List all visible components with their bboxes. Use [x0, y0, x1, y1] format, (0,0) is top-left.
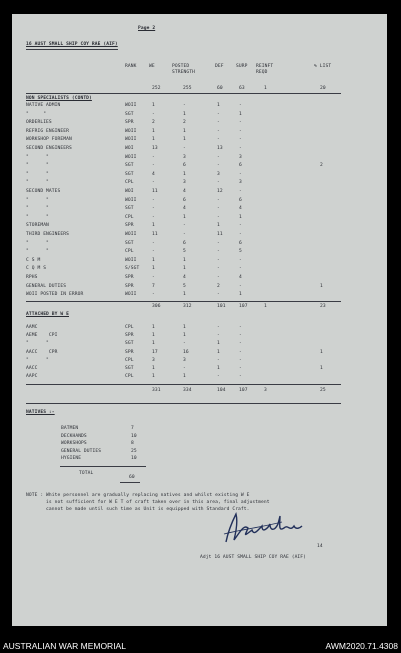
posted-cell: 6 [183, 240, 186, 246]
trade-cell: NATIVE ADMIN [26, 103, 61, 108]
rank-cell: WOII [125, 128, 137, 134]
we-cell: 1 [152, 366, 155, 371]
rank-cell: CPL [125, 214, 134, 220]
divider-top [26, 93, 341, 94]
def-cell: - [217, 257, 220, 263]
posted-cell: 4 [183, 275, 186, 280]
pct-list-cell: 1 [320, 349, 323, 355]
def-cell: 1 [217, 366, 220, 371]
posted-cell: - [183, 146, 186, 151]
we-cell: - [152, 206, 155, 212]
rank-cell: WOII [125, 232, 137, 237]
rank-cell: SPR [125, 283, 134, 289]
def-cell: - [217, 266, 220, 272]
surp-cell: 6 [239, 197, 242, 203]
surp-cell: - [239, 103, 242, 108]
posted-cell: 4 [183, 189, 186, 194]
total-surp: 107 [239, 388, 248, 393]
native-role-label: WORKSHOPS [61, 441, 87, 446]
total-posted: 312 [183, 304, 192, 309]
trade-cell: C S M [26, 257, 41, 263]
rank-cell: SPR [125, 275, 134, 280]
posted-cell: - [183, 103, 186, 108]
def-cell: - [217, 249, 220, 255]
surp-cell: 6 [239, 240, 242, 246]
posted-cell: 2 [183, 120, 186, 126]
def-cell: - [217, 214, 220, 220]
we-cell: 11 [152, 189, 158, 194]
col-header-def: DEF [215, 64, 224, 69]
section-non-specialists: NON SPECIALISTS (CONTD) [26, 96, 92, 101]
col-header-surp: SURP [236, 64, 248, 69]
def-cell: 13 [217, 146, 223, 151]
section-attached: ATTACHED BY W E [26, 312, 69, 317]
note-line: cannot be made until such time as Unit is equipped with Standard Craft. [26, 507, 250, 512]
we-cell: 3 [152, 357, 155, 363]
total-pct: 20 [320, 86, 326, 91]
we-cell: 1 [152, 325, 155, 330]
surp-cell: - [239, 374, 242, 380]
we-cell: - [152, 154, 155, 160]
rank-cell: SGT [125, 163, 134, 169]
surp-cell: 1 [239, 111, 242, 117]
total-we: 252 [152, 86, 161, 91]
rank-cell: CPL [125, 357, 134, 363]
rank-cell: SGT [125, 206, 134, 212]
surp-cell: 1 [239, 214, 242, 220]
surp-cell: - [239, 120, 242, 126]
posted-cell: 1 [183, 292, 186, 298]
footer-bar [0, 637, 401, 653]
col-header-pct-list: % LIST [314, 64, 332, 69]
pct-list-cell: 1 [320, 366, 323, 371]
we-cell: - [152, 240, 155, 246]
posted-cell: 6 [183, 163, 186, 169]
surp-cell: - [239, 325, 242, 330]
col-header-we: WE [149, 64, 155, 69]
trade-cell: ORDERLIES [26, 120, 52, 126]
pct-list-cell: 1 [320, 283, 323, 289]
we-cell: 1 [152, 341, 155, 347]
def-cell: - [217, 357, 220, 363]
we-cell: - [152, 292, 155, 298]
handwritten-signature [218, 510, 308, 552]
total-we: 306 [152, 304, 161, 309]
def-cell: - [217, 180, 220, 186]
total-def: 101 [217, 304, 226, 309]
surp-cell: 4 [239, 206, 242, 212]
we-cell: - [152, 163, 155, 169]
rank-cell: WOII [125, 154, 137, 160]
posted-cell: 1 [183, 325, 186, 330]
def-cell: - [217, 275, 220, 280]
col-header-rank: RANK [125, 64, 137, 69]
def-cell: 11 [217, 232, 223, 237]
rank-cell: SPR [125, 333, 134, 339]
posted-cell: 16 [183, 349, 189, 355]
posted-cell: - [183, 232, 186, 237]
trade-cell: WORKSHOP FOREMAN [26, 137, 72, 143]
rank-cell: WOI [125, 146, 134, 151]
we-cell: 1 [152, 374, 155, 380]
trade-cell: STOREMAN [26, 223, 49, 229]
surp-cell: - [239, 232, 242, 237]
natives-divider [60, 466, 146, 467]
we-cell: 4 [152, 171, 155, 177]
trade-cell: SECOND MATES [26, 189, 61, 194]
total-surp: 63 [239, 86, 245, 91]
we-cell: - [152, 180, 155, 186]
trade-cell: " " [26, 206, 49, 212]
posted-cell: 1 [183, 111, 186, 117]
trade-cell: " " [26, 180, 49, 186]
footer-institution: AUSTRALIAN WAR MEMORIAL [3, 641, 126, 651]
divider-subtotal-a [26, 301, 341, 302]
trade-cell: " " [26, 341, 49, 347]
trade-cell: AAPC [26, 374, 38, 380]
we-cell: 1 [152, 223, 155, 229]
def-cell: 1 [217, 103, 220, 108]
posted-cell: - [183, 366, 186, 371]
rank-cell: WOII [125, 137, 137, 143]
natives-heading: NATIVES :- [26, 410, 55, 415]
we-cell: 17 [152, 349, 158, 355]
we-cell: - [152, 249, 155, 255]
surp-cell: - [239, 223, 242, 229]
total-we: 331 [152, 388, 161, 393]
surp-cell: - [239, 257, 242, 263]
trade-cell: REFRIG ENGINEER [26, 128, 69, 134]
def-cell: - [217, 128, 220, 134]
col-header-posted: POSTED STRENGTH [172, 64, 195, 75]
title-underline [26, 49, 118, 50]
def-cell: 1 [217, 223, 220, 229]
document-page [12, 14, 387, 626]
trade-cell: RPHS [26, 275, 38, 280]
def-cell: - [217, 197, 220, 203]
surp-cell: 6 [239, 163, 242, 169]
surp-cell: - [239, 366, 242, 371]
total-reinft: 1 [264, 304, 267, 309]
we-cell: 11 [152, 232, 158, 237]
total-reinft: 3 [264, 388, 267, 393]
posted-cell: 5 [183, 283, 186, 289]
total-reinft: 1 [264, 86, 267, 91]
def-cell: - [217, 325, 220, 330]
surp-cell: - [239, 341, 242, 347]
def-cell: 2 [217, 283, 220, 289]
surp-cell: - [239, 333, 242, 339]
rank-cell: S/SGT [125, 266, 140, 272]
posted-cell: 1 [183, 137, 186, 143]
total-def: 60 [217, 86, 223, 91]
rank-cell: WOII [125, 103, 137, 108]
we-cell: 1 [152, 333, 155, 339]
trade-cell: " " [26, 163, 49, 169]
unit-title: 16 AUST SMALL SHIP COY RAE (AIF) [26, 42, 118, 47]
trade-cell: WOII POSTED IN ERROR [26, 292, 84, 298]
we-cell: 1 [152, 128, 155, 134]
posted-cell: 1 [183, 171, 186, 177]
trade-cell: " " [26, 111, 47, 117]
trade-cell: " " [26, 197, 49, 203]
native-role-count: 25 [131, 448, 137, 454]
we-cell: - [152, 197, 155, 203]
surp-cell: 3 [239, 180, 242, 186]
posted-cell: - [183, 341, 186, 347]
rank-cell: CPL [125, 374, 134, 380]
trade-cell: SECOND ENGINEERS [26, 146, 72, 151]
we-cell: 1 [152, 137, 155, 143]
signature-block: Adjt 16 AUST SMALL SHIP COY RAE (AIF) [200, 555, 307, 560]
trade-cell: " " [26, 154, 49, 160]
total-surp: 107 [239, 304, 248, 309]
rank-cell: SPR [125, 223, 134, 229]
def-cell: - [217, 206, 220, 212]
divider-bottom [26, 403, 341, 404]
posted-cell: 3 [183, 180, 186, 186]
posted-cell: 6 [183, 197, 186, 203]
surp-cell: - [239, 128, 242, 134]
rank-cell: SGT [125, 366, 134, 371]
rank-cell: WOII [125, 292, 137, 298]
surp-cell: 3 [239, 154, 242, 160]
rank-cell: CPL [125, 249, 134, 255]
we-cell: 1 [152, 266, 155, 272]
trade-cell: C Q M S [26, 266, 47, 272]
we-cell: 13 [152, 146, 158, 151]
trade-cell: AACC [26, 366, 38, 371]
native-role-count: 8 [131, 441, 134, 446]
def-cell: - [217, 120, 220, 126]
native-role-label: DECKHANDS [61, 433, 87, 439]
rank-cell: SPR [125, 349, 134, 355]
trade-cell: " " [26, 214, 49, 220]
posted-cell: 4 [183, 206, 186, 212]
rank-cell: SGT [125, 341, 134, 347]
total-def: 104 [217, 388, 226, 393]
trade-cell: AACC CPR [26, 349, 58, 355]
posted-cell: 3 [183, 154, 186, 160]
trade-cell: AAMC [26, 325, 38, 330]
page-label: Page 2 [138, 26, 156, 31]
surp-cell: - [239, 357, 242, 363]
surp-cell: - [239, 189, 242, 194]
rank-cell: SGT [125, 111, 134, 117]
rank-cell: SGT [125, 240, 134, 246]
pct-list-cell: 2 [320, 163, 323, 169]
note-line: NOTE : White personnel are gradually replacing natives and whilst existing W E [26, 493, 250, 498]
def-cell: - [217, 333, 220, 339]
native-role-label: GENERAL DUTIES [61, 448, 102, 454]
surp-cell: - [239, 266, 242, 272]
we-cell: - [152, 275, 155, 280]
def-cell: 1 [217, 341, 220, 347]
def-cell: - [217, 240, 220, 246]
posted-cell: 1 [183, 214, 186, 220]
rank-cell: SGT [125, 171, 134, 177]
we-cell: - [152, 214, 155, 220]
def-cell: - [217, 111, 220, 117]
trade-cell: " " [26, 240, 49, 246]
rank-cell: WOI [125, 189, 134, 194]
trade-cell: " " [26, 357, 49, 363]
col-header-reinft: REINFT REQD [256, 64, 274, 75]
def-cell: - [217, 374, 220, 380]
surp-cell: - [239, 171, 242, 177]
total-posted: 255 [183, 86, 192, 91]
note-line: is not sufficient for W E T of craft taken over in this area, final adjustment [26, 500, 270, 505]
surp-cell: 1 [239, 292, 242, 298]
total-pct: 25 [320, 388, 326, 393]
surp-cell: 4 [239, 275, 242, 280]
rank-cell: WOII [125, 257, 137, 263]
trade-cell: AEME CPI [26, 333, 58, 339]
trade-cell: " " [26, 249, 49, 255]
posted-cell: 1 [183, 128, 186, 134]
rank-cell: CPL [125, 325, 134, 330]
trade-cell: " " [26, 171, 49, 177]
def-cell: - [217, 292, 220, 298]
divider-grand-total [26, 384, 341, 385]
surp-cell: - [239, 283, 242, 289]
posted-cell: 1 [183, 333, 186, 339]
posted-cell: 1 [183, 257, 186, 263]
posted-cell: 1 [183, 266, 186, 272]
we-cell: 1 [152, 103, 155, 108]
surp-cell: - [239, 146, 242, 151]
surp-cell: - [239, 349, 242, 355]
rank-cell: CPL [125, 180, 134, 186]
posted-cell: - [183, 223, 186, 229]
def-cell: 3 [217, 171, 220, 177]
we-cell: 7 [152, 283, 155, 289]
native-role-label: BATMEN [61, 426, 79, 431]
def-cell: 1 [217, 349, 220, 355]
def-cell: - [217, 163, 220, 169]
natives-total-value: 60 [129, 475, 135, 480]
natives-total-label: TOTAL [79, 471, 94, 476]
surp-cell: - [239, 137, 242, 143]
native-role-count: 10 [131, 433, 137, 439]
we-cell: 1 [152, 257, 155, 263]
total-posted: 334 [183, 388, 192, 393]
def-cell: - [217, 154, 220, 160]
natives-total-underline [120, 482, 140, 483]
rank-cell: SPR [125, 120, 134, 126]
rank-cell: WOII [125, 197, 137, 203]
def-cell: 12 [217, 189, 223, 194]
trade-cell: THIRD ENGINEERS [26, 232, 69, 237]
def-cell: - [217, 137, 220, 143]
posted-cell: 5 [183, 249, 186, 255]
surp-cell: 5 [239, 249, 242, 255]
we-cell: - [152, 111, 155, 117]
native-role-count: 10 [131, 456, 137, 461]
footer-accession-number: AWM2020.71.4308 [325, 641, 398, 651]
posted-cell: 3 [183, 357, 186, 363]
native-role-count: 7 [131, 426, 134, 431]
signature-date: 14 [317, 544, 323, 549]
trade-cell: GENERAL DUTIES [26, 283, 67, 289]
we-cell: 2 [152, 120, 155, 126]
posted-cell: 1 [183, 374, 186, 380]
total-pct: 23 [320, 304, 326, 309]
native-role-label: HYGIENE [61, 456, 82, 461]
